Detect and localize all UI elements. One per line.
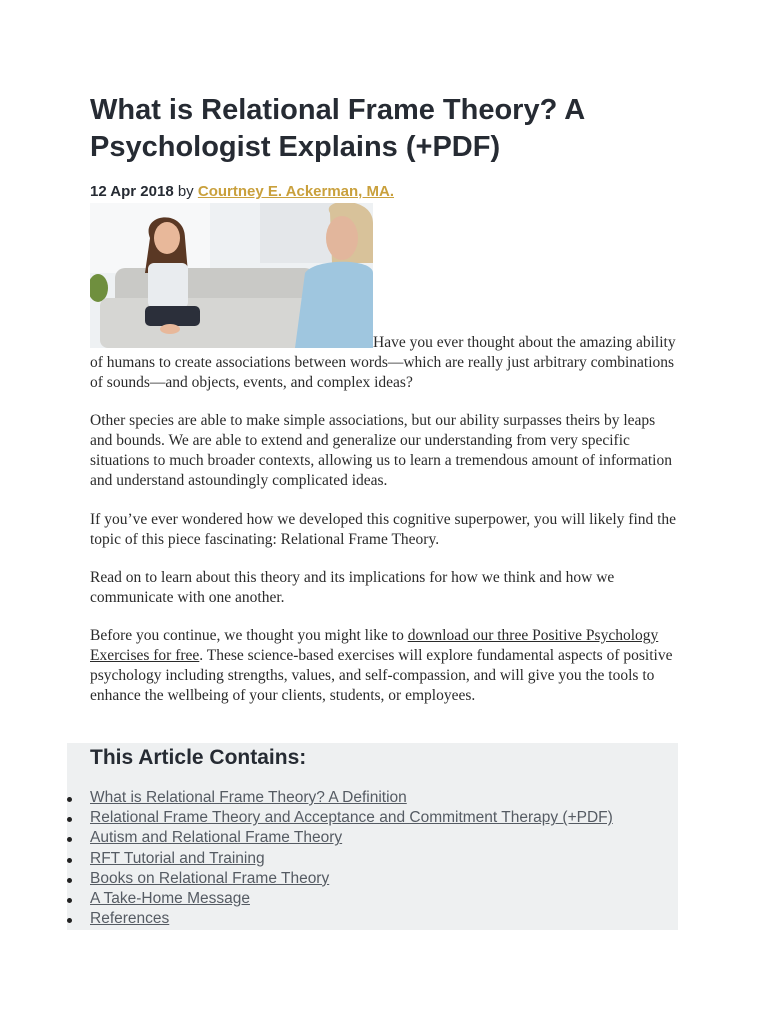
- list-item: [67, 828, 613, 848]
- list-item: [67, 849, 613, 869]
- toc-link-books[interactable]: Books on Relational Frame Theory: [90, 869, 330, 887]
- toc-link-references[interactable]: References: [90, 910, 170, 928]
- download-text-before: Before you continue, we thought you might like to: [90, 627, 408, 644]
- toc-link-tutorial[interactable]: RFT Tutorial and Training: [90, 849, 265, 867]
- toc-title: This Article Contains:: [90, 746, 307, 769]
- download-text-after: . These science-based exercises will explore fundamental aspects of positive psychology including strengths, values, and self-compassion, and will give you the tools to enhance the wellbeing of your clients, students, or employees.: [90, 647, 673, 704]
- publish-date: 12 Apr 2018: [90, 183, 174, 200]
- paragraph-superpower: If you’ve ever wondered how we developed this cognitive superpower, you will likely find the topic of this piece fascinating: Relational Frame Theory.: [90, 511, 677, 548]
- paragraph-download: [90, 626, 680, 706]
- article-title: What is Relational Frame Theory? A Psychologist Explains (+PDF): [90, 94, 585, 163]
- list-item: [67, 788, 613, 808]
- download-exercises-link[interactable]: download our three Positive Psychology Exercises for free: [90, 627, 659, 664]
- author-link[interactable]: Courtney E. Ackerman, MA.: [197, 183, 395, 200]
- toc-list: [67, 788, 613, 929]
- paragraph-associations: Other species are able to make simple associations, but our ability surpasses theirs by leaps and bounds. We are able to extend and generalize our understanding from very specific situations to much broader contexts, allowing us to learn a tremendous amount of information and understand astoundingly complicated ideas.: [90, 412, 672, 489]
- toc-link-act[interactable]: Relational Frame Theory and Acceptance and Commitment Therapy (+PDF): [90, 809, 613, 827]
- by-label: by: [177, 183, 194, 200]
- article-photo: [90, 203, 373, 348]
- therapy-session-image: [90, 203, 373, 348]
- toc-link-definition[interactable]: What is Relational Frame Theory? A Definition: [90, 789, 407, 806]
- list-item: [67, 808, 613, 828]
- toc-link-take-home[interactable]: A Take-Home Message: [90, 889, 250, 907]
- intro-paragraph: Have you ever thought about the amazing ability of humans to create associations between words—which are really just arbitrary combinations of sounds—and objects, events, and complex ideas?: [90, 334, 676, 391]
- list-item: [67, 889, 613, 909]
- paragraph-read-on: Read on to learn about this theory and its implications for how we think and how we communicate with one another.: [90, 569, 615, 606]
- toc-link-autism[interactable]: Autism and Relational Frame Theory: [90, 829, 343, 847]
- byline: [90, 183, 394, 200]
- list-item: [67, 869, 613, 889]
- list-item: [67, 909, 613, 929]
